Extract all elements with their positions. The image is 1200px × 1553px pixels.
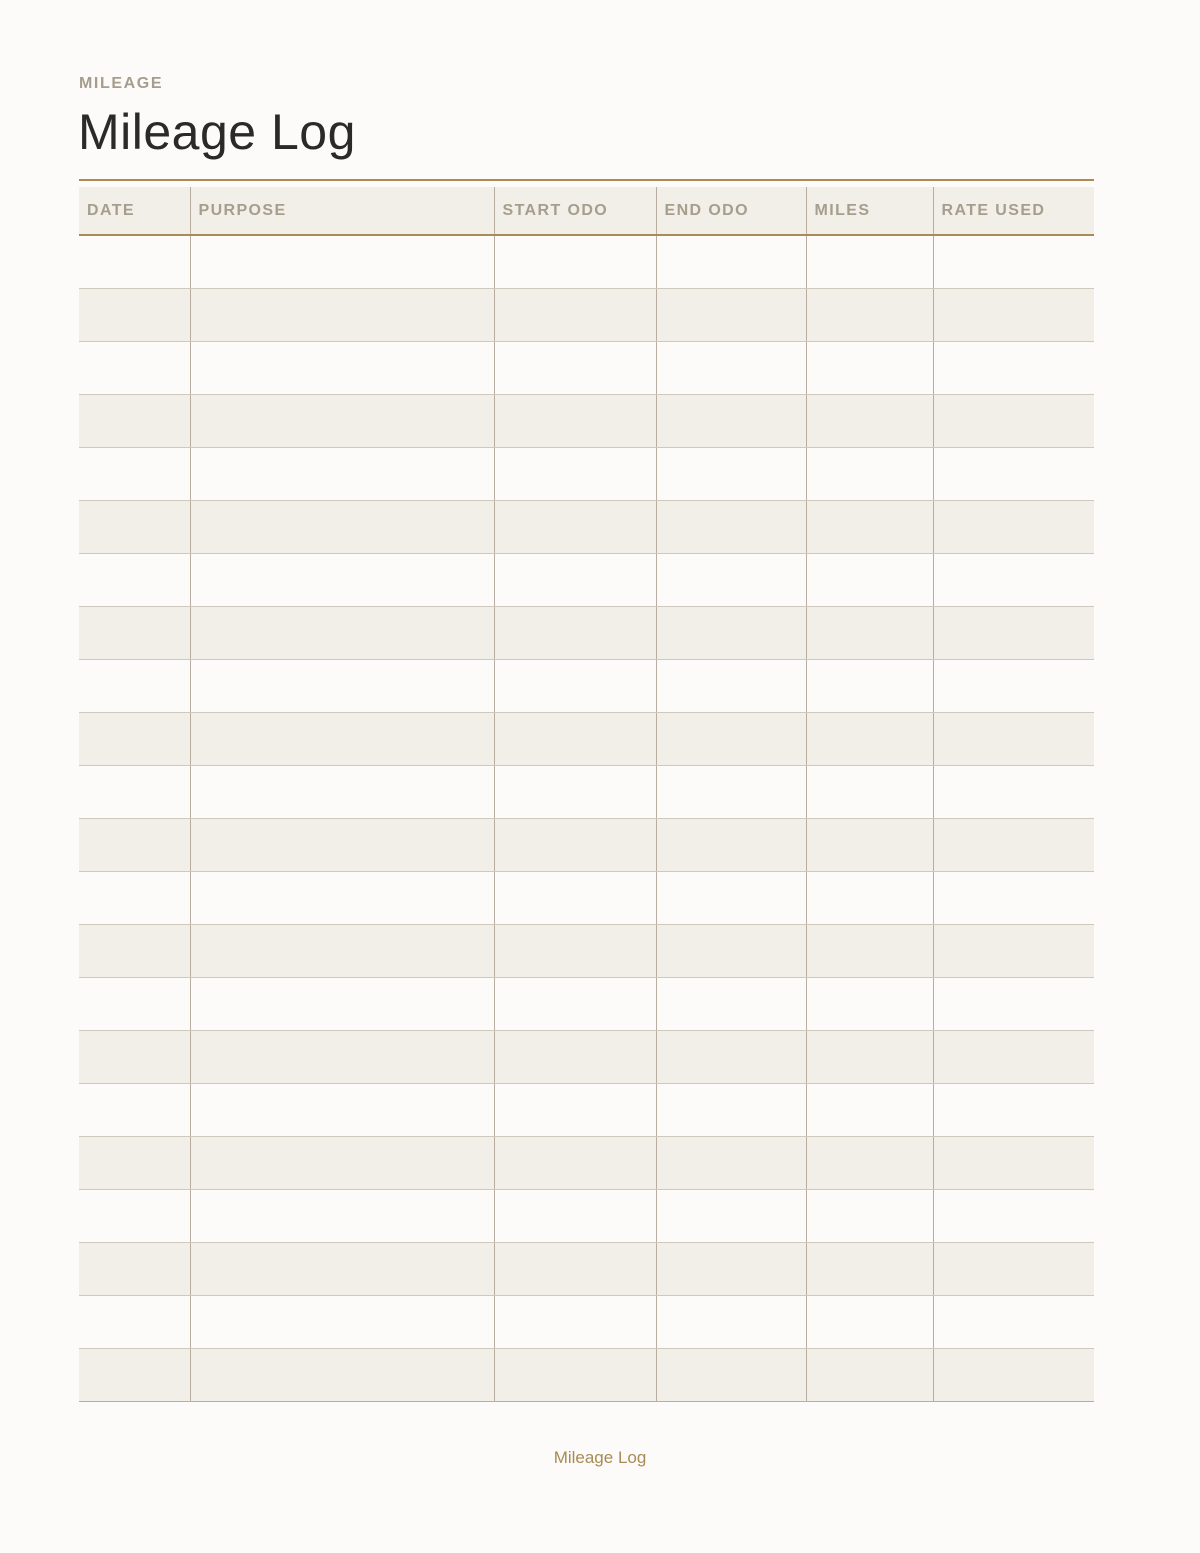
cell-start-odo[interactable] [494,766,656,819]
cell-end-odo[interactable] [656,448,806,501]
column-header-miles: MILES [806,187,933,235]
cell-purpose[interactable] [190,1296,494,1349]
cell-rate-used[interactable] [933,1031,1094,1084]
cell-end-odo[interactable] [656,395,806,448]
column-header-start-odo: START ODO [494,187,656,235]
cell-start-odo[interactable] [494,925,656,978]
cell-rate-used[interactable] [933,607,1094,660]
cell-date[interactable] [79,1084,190,1137]
cell-start-odo[interactable] [494,289,656,342]
cell-miles[interactable] [806,1243,933,1296]
cell-end-odo[interactable] [656,819,806,872]
cell-date[interactable] [79,1031,190,1084]
column-header-rate-used: RATE USED [933,187,1094,235]
cell-rate-used[interactable] [933,1190,1094,1243]
cell-purpose[interactable] [190,1031,494,1084]
cell-date[interactable] [79,1190,190,1243]
cell-date[interactable] [79,448,190,501]
cell-start-odo[interactable] [494,872,656,925]
cell-date[interactable] [79,872,190,925]
cell-miles[interactable] [806,501,933,554]
table-row [79,819,1094,872]
cell-miles[interactable] [806,978,933,1031]
cell-end-odo[interactable] [656,607,806,660]
table-row [79,766,1094,819]
column-header-end-odo: END ODO [656,187,806,235]
cell-miles[interactable] [806,554,933,607]
cell-date[interactable] [79,395,190,448]
cell-start-odo[interactable] [494,501,656,554]
table-row [79,978,1094,1031]
table-row [79,1031,1094,1084]
cell-start-odo[interactable] [494,1190,656,1243]
cell-date[interactable] [79,554,190,607]
cell-rate-used[interactable] [933,819,1094,872]
cell-end-odo[interactable] [656,766,806,819]
cell-date[interactable] [79,819,190,872]
cell-date[interactable] [79,766,190,819]
cell-date[interactable] [79,713,190,766]
table-body [79,235,1094,1402]
cell-rate-used[interactable] [933,395,1094,448]
cell-miles[interactable] [806,766,933,819]
cell-date[interactable] [79,501,190,554]
cell-end-odo[interactable] [656,1084,806,1137]
cell-miles[interactable] [806,1296,933,1349]
cell-miles[interactable] [806,607,933,660]
cell-miles[interactable] [806,1190,933,1243]
page-eyebrow: MILEAGE [79,75,164,92]
cell-end-odo[interactable] [656,978,806,1031]
cell-rate-used[interactable] [933,925,1094,978]
cell-purpose[interactable] [190,1137,494,1190]
cell-date[interactable] [79,289,190,342]
page-title: Mileage Log [78,104,356,160]
cell-date[interactable] [79,342,190,395]
cell-end-odo[interactable] [656,342,806,395]
table-row [79,289,1094,342]
cell-start-odo[interactable] [494,1084,656,1137]
cell-end-odo[interactable] [656,713,806,766]
cell-rate-used[interactable] [933,235,1094,289]
cell-start-odo[interactable] [494,1031,656,1084]
cell-date[interactable] [79,1243,190,1296]
cell-rate-used[interactable] [933,448,1094,501]
cell-rate-used[interactable] [933,713,1094,766]
cell-miles[interactable] [806,235,933,289]
cell-miles[interactable] [806,342,933,395]
cell-start-odo[interactable] [494,607,656,660]
cell-rate-used[interactable] [933,342,1094,395]
cell-end-odo[interactable] [656,872,806,925]
cell-miles[interactable] [806,448,933,501]
cell-miles[interactable] [806,660,933,713]
cell-start-odo[interactable] [494,978,656,1031]
page-footer: Mileage Log [553,1448,647,1467]
cell-date[interactable] [79,978,190,1031]
cell-date[interactable] [79,1349,190,1402]
cell-rate-used[interactable] [933,1084,1094,1137]
cell-rate-used[interactable] [933,1296,1094,1349]
cell-purpose[interactable] [190,925,494,978]
table-row [79,395,1094,448]
cell-date[interactable] [79,607,190,660]
cell-end-odo[interactable] [656,554,806,607]
cell-start-odo[interactable] [494,660,656,713]
cell-purpose[interactable] [190,660,494,713]
cell-rate-used[interactable] [933,978,1094,1031]
cell-start-odo[interactable] [494,1296,656,1349]
table-row [79,713,1094,766]
table-row [79,1190,1094,1243]
cell-end-odo[interactable] [656,1349,806,1402]
cell-rate-used[interactable] [933,554,1094,607]
table-row [79,501,1094,554]
table-header-row [79,187,1094,235]
cell-rate-used[interactable] [933,872,1094,925]
cell-miles[interactable] [806,395,933,448]
cell-start-odo[interactable] [494,819,656,872]
cell-end-odo[interactable] [656,660,806,713]
mileage-log-table [79,187,1094,1402]
cell-date[interactable] [79,660,190,713]
cell-purpose[interactable] [190,501,494,554]
table-row [79,1137,1094,1190]
table-row [79,342,1094,395]
table-row [79,554,1094,607]
cell-rate-used[interactable] [933,660,1094,713]
cell-end-odo[interactable] [656,1137,806,1190]
cell-date[interactable] [79,1137,190,1190]
cell-start-odo[interactable] [494,713,656,766]
title-divider [79,179,1094,181]
cell-start-odo[interactable] [494,235,656,289]
cell-start-odo[interactable] [494,554,656,607]
table-row [79,1349,1094,1402]
cell-rate-used[interactable] [933,289,1094,342]
table-row [79,1296,1094,1349]
cell-purpose[interactable] [190,978,494,1031]
cell-miles[interactable] [806,925,933,978]
table-row [79,1084,1094,1137]
cell-start-odo[interactable] [494,1137,656,1190]
column-header-purpose: PURPOSE [190,187,494,235]
cell-start-odo[interactable] [494,342,656,395]
cell-purpose[interactable] [190,713,494,766]
cell-end-odo[interactable] [656,1243,806,1296]
table-row [79,448,1094,501]
cell-start-odo[interactable] [494,1349,656,1402]
cell-purpose[interactable] [190,289,494,342]
cell-purpose[interactable] [190,1243,494,1296]
cell-purpose[interactable] [190,872,494,925]
table-row [79,872,1094,925]
cell-purpose[interactable] [190,766,494,819]
cell-purpose[interactable] [190,342,494,395]
cell-miles[interactable] [806,1349,933,1402]
cell-date[interactable] [79,235,190,289]
cell-end-odo[interactable] [656,501,806,554]
cell-purpose[interactable] [190,1349,494,1402]
cell-purpose[interactable] [190,448,494,501]
cell-purpose[interactable] [190,1190,494,1243]
cell-rate-used[interactable] [933,1137,1094,1190]
cell-purpose[interactable] [190,395,494,448]
cell-purpose[interactable] [190,554,494,607]
table-row [79,607,1094,660]
cell-purpose[interactable] [190,607,494,660]
cell-miles[interactable] [806,1137,933,1190]
cell-purpose[interactable] [190,1084,494,1137]
cell-miles[interactable] [806,1031,933,1084]
cell-miles[interactable] [806,872,933,925]
cell-end-odo[interactable] [656,235,806,289]
cell-miles[interactable] [806,289,933,342]
cell-date[interactable] [79,925,190,978]
cell-end-odo[interactable] [656,1296,806,1349]
cell-date[interactable] [79,1296,190,1349]
cell-start-odo[interactable] [494,448,656,501]
cell-rate-used[interactable] [933,1243,1094,1296]
cell-rate-used[interactable] [933,766,1094,819]
column-header-date: DATE [79,187,190,235]
cell-rate-used[interactable] [933,1349,1094,1402]
cell-purpose[interactable] [190,235,494,289]
cell-start-odo[interactable] [494,1243,656,1296]
cell-purpose[interactable] [190,819,494,872]
cell-end-odo[interactable] [656,925,806,978]
cell-miles[interactable] [806,819,933,872]
table-row [79,660,1094,713]
table-row [79,1243,1094,1296]
cell-miles[interactable] [806,713,933,766]
cell-start-odo[interactable] [494,395,656,448]
table-row [79,235,1094,289]
cell-miles[interactable] [806,1084,933,1137]
cell-rate-used[interactable] [933,501,1094,554]
cell-end-odo[interactable] [656,1031,806,1084]
table-row [79,925,1094,978]
cell-end-odo[interactable] [656,289,806,342]
cell-end-odo[interactable] [656,1190,806,1243]
